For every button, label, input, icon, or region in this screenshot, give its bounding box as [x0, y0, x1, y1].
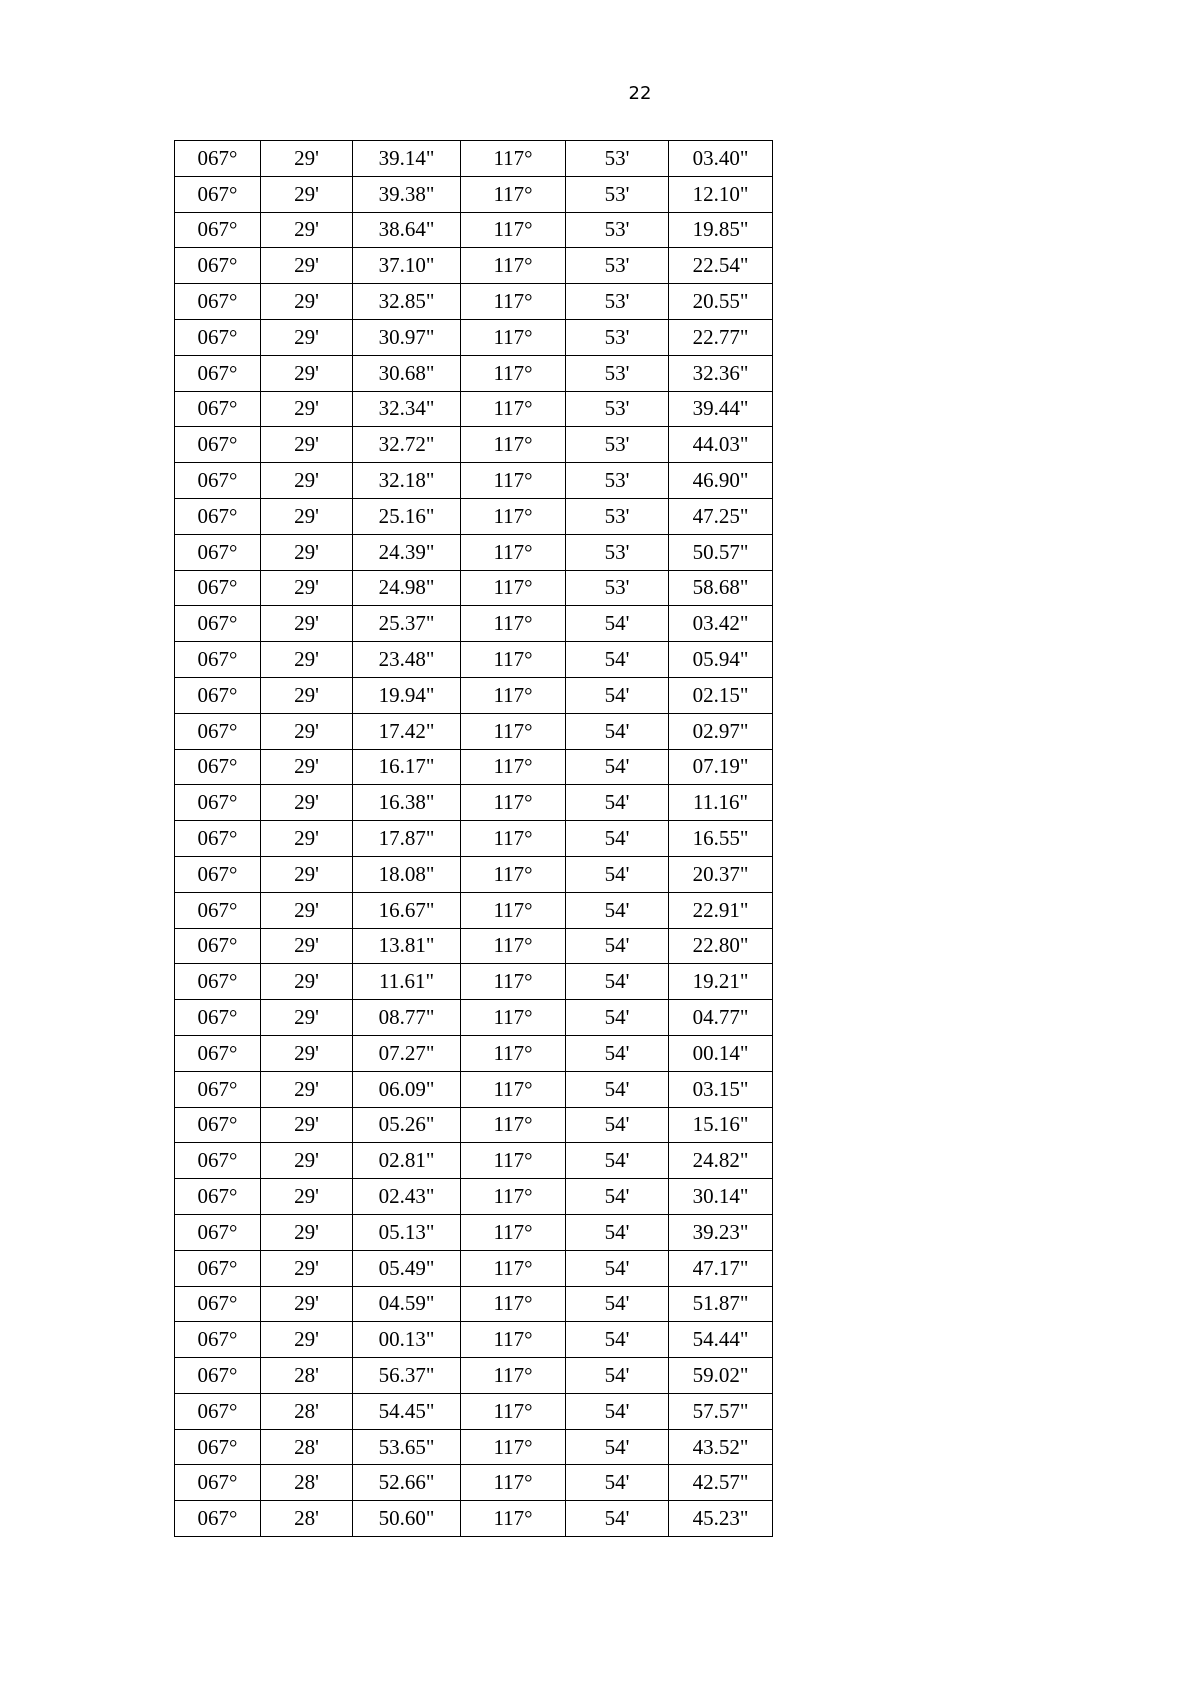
latitude-degrees-cell: 067° — [175, 892, 261, 928]
longitude-minutes-cell: 53' — [566, 463, 669, 499]
longitude-seconds-cell: 20.37" — [669, 856, 773, 892]
latitude-minutes-cell: 29' — [261, 570, 353, 606]
latitude-seconds-cell: 50.60" — [353, 1501, 461, 1537]
longitude-seconds-cell: 58.68" — [669, 570, 773, 606]
longitude-minutes-cell: 54' — [566, 1286, 669, 1322]
table-row — [175, 1179, 773, 1215]
longitude-minutes-cell: 54' — [566, 785, 669, 821]
page-number: 22 — [628, 83, 652, 104]
latitude-seconds-cell: 02.43" — [353, 1179, 461, 1215]
longitude-seconds-cell: 47.25" — [669, 498, 773, 534]
longitude-degrees-cell: 117° — [461, 319, 566, 355]
latitude-degrees-cell: 067° — [175, 212, 261, 248]
latitude-degrees-cell: 067° — [175, 248, 261, 284]
latitude-degrees-cell: 067° — [175, 498, 261, 534]
longitude-seconds-cell: 39.23" — [669, 1214, 773, 1250]
longitude-degrees-cell: 117° — [461, 248, 566, 284]
latitude-minutes-cell: 29' — [261, 1250, 353, 1286]
longitude-minutes-cell: 54' — [566, 1465, 669, 1501]
longitude-seconds-cell: 47.17" — [669, 1250, 773, 1286]
latitude-seconds-cell: 25.37" — [353, 606, 461, 642]
latitude-seconds-cell: 39.14" — [353, 141, 461, 177]
latitude-minutes-cell: 29' — [261, 892, 353, 928]
table-row — [175, 1143, 773, 1179]
latitude-degrees-cell: 067° — [175, 785, 261, 821]
longitude-minutes-cell: 54' — [566, 1035, 669, 1071]
table-row — [175, 856, 773, 892]
longitude-seconds-cell: 50.57" — [669, 534, 773, 570]
longitude-degrees-cell: 117° — [461, 176, 566, 212]
latitude-degrees-cell: 067° — [175, 642, 261, 678]
latitude-seconds-cell: 16.17" — [353, 749, 461, 785]
longitude-minutes-cell: 54' — [566, 1000, 669, 1036]
table-row — [175, 570, 773, 606]
latitude-degrees-cell: 067° — [175, 1107, 261, 1143]
longitude-minutes-cell: 53' — [566, 391, 669, 427]
longitude-degrees-cell: 117° — [461, 498, 566, 534]
latitude-minutes-cell: 29' — [261, 928, 353, 964]
table-row — [175, 821, 773, 857]
longitude-seconds-cell: 19.85" — [669, 212, 773, 248]
longitude-minutes-cell: 54' — [566, 1107, 669, 1143]
longitude-minutes-cell: 54' — [566, 606, 669, 642]
longitude-degrees-cell: 117° — [461, 1465, 566, 1501]
latitude-minutes-cell: 29' — [261, 713, 353, 749]
latitude-degrees-cell: 067° — [175, 749, 261, 785]
longitude-degrees-cell: 117° — [461, 1250, 566, 1286]
longitude-degrees-cell: 117° — [461, 785, 566, 821]
longitude-minutes-cell: 53' — [566, 141, 669, 177]
latitude-seconds-cell: 54.45" — [353, 1393, 461, 1429]
latitude-minutes-cell: 29' — [261, 463, 353, 499]
table-row — [175, 141, 773, 177]
latitude-seconds-cell: 19.94" — [353, 677, 461, 713]
latitude-seconds-cell: 23.48" — [353, 642, 461, 678]
latitude-degrees-cell: 067° — [175, 391, 261, 427]
latitude-degrees-cell: 067° — [175, 1322, 261, 1358]
latitude-minutes-cell: 29' — [261, 749, 353, 785]
table-row — [175, 427, 773, 463]
latitude-minutes-cell: 29' — [261, 642, 353, 678]
latitude-seconds-cell: 07.27" — [353, 1035, 461, 1071]
latitude-seconds-cell: 16.38" — [353, 785, 461, 821]
longitude-seconds-cell: 04.77" — [669, 1000, 773, 1036]
latitude-seconds-cell: 38.64" — [353, 212, 461, 248]
longitude-degrees-cell: 117° — [461, 821, 566, 857]
latitude-degrees-cell: 067° — [175, 1286, 261, 1322]
table-row — [175, 964, 773, 1000]
longitude-degrees-cell: 117° — [461, 463, 566, 499]
latitude-degrees-cell: 067° — [175, 1393, 261, 1429]
table-row — [175, 176, 773, 212]
longitude-degrees-cell: 117° — [461, 928, 566, 964]
latitude-seconds-cell: 30.97" — [353, 319, 461, 355]
longitude-seconds-cell: 22.91" — [669, 892, 773, 928]
table-row — [175, 391, 773, 427]
longitude-seconds-cell: 42.57" — [669, 1465, 773, 1501]
table-row — [175, 749, 773, 785]
latitude-seconds-cell: 00.13" — [353, 1322, 461, 1358]
latitude-seconds-cell: 05.26" — [353, 1107, 461, 1143]
latitude-minutes-cell: 29' — [261, 1071, 353, 1107]
latitude-minutes-cell: 29' — [261, 964, 353, 1000]
latitude-degrees-cell: 067° — [175, 677, 261, 713]
table-row — [175, 1214, 773, 1250]
latitude-minutes-cell: 28' — [261, 1429, 353, 1465]
table-row — [175, 1322, 773, 1358]
latitude-minutes-cell: 28' — [261, 1465, 353, 1501]
latitude-minutes-cell: 29' — [261, 248, 353, 284]
latitude-minutes-cell: 29' — [261, 1214, 353, 1250]
latitude-seconds-cell: 24.98" — [353, 570, 461, 606]
longitude-degrees-cell: 117° — [461, 1071, 566, 1107]
latitude-degrees-cell: 067° — [175, 1035, 261, 1071]
latitude-seconds-cell: 17.87" — [353, 821, 461, 857]
longitude-degrees-cell: 117° — [461, 1393, 566, 1429]
longitude-minutes-cell: 54' — [566, 1071, 669, 1107]
latitude-minutes-cell: 29' — [261, 856, 353, 892]
table-row — [175, 1107, 773, 1143]
latitude-minutes-cell: 29' — [261, 1143, 353, 1179]
longitude-degrees-cell: 117° — [461, 1286, 566, 1322]
latitude-degrees-cell: 067° — [175, 1071, 261, 1107]
latitude-minutes-cell: 28' — [261, 1393, 353, 1429]
longitude-minutes-cell: 53' — [566, 176, 669, 212]
latitude-minutes-cell: 29' — [261, 821, 353, 857]
longitude-seconds-cell: 54.44" — [669, 1322, 773, 1358]
longitude-minutes-cell: 54' — [566, 1429, 669, 1465]
longitude-minutes-cell: 53' — [566, 212, 669, 248]
longitude-seconds-cell: 05.94" — [669, 642, 773, 678]
longitude-seconds-cell: 22.80" — [669, 928, 773, 964]
latitude-degrees-cell: 067° — [175, 1000, 261, 1036]
longitude-seconds-cell: 07.19" — [669, 749, 773, 785]
longitude-minutes-cell: 54' — [566, 677, 669, 713]
table-row — [175, 498, 773, 534]
longitude-minutes-cell: 54' — [566, 1393, 669, 1429]
longitude-seconds-cell: 22.77" — [669, 319, 773, 355]
table-row — [175, 284, 773, 320]
longitude-seconds-cell: 02.97" — [669, 713, 773, 749]
longitude-minutes-cell: 54' — [566, 1501, 669, 1537]
latitude-seconds-cell: 52.66" — [353, 1465, 461, 1501]
latitude-minutes-cell: 29' — [261, 427, 353, 463]
latitude-seconds-cell: 25.16" — [353, 498, 461, 534]
longitude-degrees-cell: 117° — [461, 749, 566, 785]
longitude-minutes-cell: 54' — [566, 1214, 669, 1250]
longitude-minutes-cell: 53' — [566, 248, 669, 284]
latitude-minutes-cell: 29' — [261, 391, 353, 427]
table-row — [175, 463, 773, 499]
latitude-degrees-cell: 067° — [175, 1143, 261, 1179]
latitude-seconds-cell: 02.81" — [353, 1143, 461, 1179]
latitude-degrees-cell: 067° — [175, 355, 261, 391]
longitude-seconds-cell: 30.14" — [669, 1179, 773, 1215]
latitude-degrees-cell: 067° — [175, 713, 261, 749]
latitude-minutes-cell: 29' — [261, 677, 353, 713]
longitude-seconds-cell: 32.36" — [669, 355, 773, 391]
longitude-seconds-cell: 02.15" — [669, 677, 773, 713]
table-row — [175, 1250, 773, 1286]
longitude-minutes-cell: 54' — [566, 856, 669, 892]
latitude-degrees-cell: 067° — [175, 427, 261, 463]
latitude-minutes-cell: 29' — [261, 1107, 353, 1143]
longitude-degrees-cell: 117° — [461, 1358, 566, 1394]
table-row — [175, 892, 773, 928]
latitude-seconds-cell: 32.18" — [353, 463, 461, 499]
latitude-seconds-cell: 39.38" — [353, 176, 461, 212]
latitude-degrees-cell: 067° — [175, 1358, 261, 1394]
longitude-degrees-cell: 117° — [461, 1000, 566, 1036]
longitude-minutes-cell: 53' — [566, 355, 669, 391]
longitude-degrees-cell: 117° — [461, 964, 566, 1000]
longitude-seconds-cell: 51.87" — [669, 1286, 773, 1322]
longitude-degrees-cell: 117° — [461, 1214, 566, 1250]
latitude-degrees-cell: 067° — [175, 821, 261, 857]
table-row — [175, 1465, 773, 1501]
latitude-degrees-cell: 067° — [175, 1214, 261, 1250]
latitude-seconds-cell: 16.67" — [353, 892, 461, 928]
table-row — [175, 534, 773, 570]
longitude-degrees-cell: 117° — [461, 1035, 566, 1071]
latitude-minutes-cell: 29' — [261, 141, 353, 177]
longitude-seconds-cell: 44.03" — [669, 427, 773, 463]
longitude-degrees-cell: 117° — [461, 856, 566, 892]
longitude-degrees-cell: 117° — [461, 677, 566, 713]
longitude-degrees-cell: 117° — [461, 1179, 566, 1215]
latitude-minutes-cell: 29' — [261, 319, 353, 355]
latitude-seconds-cell: 32.34" — [353, 391, 461, 427]
latitude-degrees-cell: 067° — [175, 1429, 261, 1465]
latitude-minutes-cell: 29' — [261, 785, 353, 821]
table-row — [175, 1071, 773, 1107]
longitude-seconds-cell: 15.16" — [669, 1107, 773, 1143]
latitude-seconds-cell: 08.77" — [353, 1000, 461, 1036]
latitude-degrees-cell: 067° — [175, 1465, 261, 1501]
longitude-minutes-cell: 54' — [566, 892, 669, 928]
latitude-minutes-cell: 28' — [261, 1501, 353, 1537]
longitude-minutes-cell: 53' — [566, 427, 669, 463]
table-row — [175, 1501, 773, 1537]
latitude-seconds-cell: 05.13" — [353, 1214, 461, 1250]
table-row — [175, 212, 773, 248]
latitude-seconds-cell: 32.85" — [353, 284, 461, 320]
longitude-minutes-cell: 54' — [566, 1143, 669, 1179]
longitude-minutes-cell: 53' — [566, 284, 669, 320]
latitude-seconds-cell: 37.10" — [353, 248, 461, 284]
longitude-minutes-cell: 54' — [566, 749, 669, 785]
longitude-degrees-cell: 117° — [461, 427, 566, 463]
latitude-minutes-cell: 29' — [261, 534, 353, 570]
longitude-degrees-cell: 117° — [461, 713, 566, 749]
longitude-seconds-cell: 20.55" — [669, 284, 773, 320]
latitude-degrees-cell: 067° — [175, 319, 261, 355]
longitude-degrees-cell: 117° — [461, 570, 566, 606]
latitude-minutes-cell: 29' — [261, 606, 353, 642]
longitude-seconds-cell: 00.14" — [669, 1035, 773, 1071]
table-row — [175, 1429, 773, 1465]
table-row — [175, 928, 773, 964]
table-row — [175, 1358, 773, 1394]
latitude-seconds-cell: 53.65" — [353, 1429, 461, 1465]
latitude-degrees-cell: 067° — [175, 964, 261, 1000]
latitude-degrees-cell: 067° — [175, 176, 261, 212]
latitude-seconds-cell: 30.68" — [353, 355, 461, 391]
longitude-seconds-cell: 39.44" — [669, 391, 773, 427]
latitude-minutes-cell: 29' — [261, 176, 353, 212]
latitude-seconds-cell: 18.08" — [353, 856, 461, 892]
longitude-degrees-cell: 117° — [461, 1107, 566, 1143]
latitude-degrees-cell: 067° — [175, 1250, 261, 1286]
latitude-degrees-cell: 067° — [175, 284, 261, 320]
latitude-seconds-cell: 32.72" — [353, 427, 461, 463]
latitude-minutes-cell: 29' — [261, 284, 353, 320]
table-row — [175, 319, 773, 355]
table-row — [175, 355, 773, 391]
coordinates-table — [174, 140, 773, 1537]
latitude-seconds-cell: 11.61" — [353, 964, 461, 1000]
longitude-minutes-cell: 53' — [566, 570, 669, 606]
longitude-seconds-cell: 43.52" — [669, 1429, 773, 1465]
table-row — [175, 677, 773, 713]
table-row — [175, 642, 773, 678]
latitude-seconds-cell: 17.42" — [353, 713, 461, 749]
latitude-degrees-cell: 067° — [175, 463, 261, 499]
latitude-minutes-cell: 29' — [261, 1035, 353, 1071]
longitude-minutes-cell: 53' — [566, 498, 669, 534]
longitude-seconds-cell: 59.02" — [669, 1358, 773, 1394]
longitude-minutes-cell: 54' — [566, 713, 669, 749]
longitude-minutes-cell: 54' — [566, 964, 669, 1000]
longitude-seconds-cell: 03.42" — [669, 606, 773, 642]
latitude-degrees-cell: 067° — [175, 141, 261, 177]
latitude-minutes-cell: 29' — [261, 1286, 353, 1322]
longitude-minutes-cell: 54' — [566, 1322, 669, 1358]
latitude-seconds-cell: 06.09" — [353, 1071, 461, 1107]
latitude-minutes-cell: 29' — [261, 1179, 353, 1215]
table-row — [175, 1286, 773, 1322]
longitude-minutes-cell: 54' — [566, 1358, 669, 1394]
coordinates-table-body — [175, 141, 773, 1537]
latitude-degrees-cell: 067° — [175, 1179, 261, 1215]
longitude-minutes-cell: 54' — [566, 928, 669, 964]
longitude-minutes-cell: 53' — [566, 534, 669, 570]
longitude-seconds-cell: 03.40" — [669, 141, 773, 177]
longitude-seconds-cell: 12.10" — [669, 176, 773, 212]
latitude-seconds-cell: 56.37" — [353, 1358, 461, 1394]
latitude-seconds-cell: 24.39" — [353, 534, 461, 570]
longitude-degrees-cell: 117° — [461, 141, 566, 177]
latitude-seconds-cell: 05.49" — [353, 1250, 461, 1286]
longitude-degrees-cell: 117° — [461, 355, 566, 391]
latitude-seconds-cell: 04.59" — [353, 1286, 461, 1322]
longitude-seconds-cell: 22.54" — [669, 248, 773, 284]
longitude-seconds-cell: 16.55" — [669, 821, 773, 857]
latitude-minutes-cell: 29' — [261, 498, 353, 534]
table-row — [175, 785, 773, 821]
longitude-minutes-cell: 54' — [566, 1179, 669, 1215]
latitude-degrees-cell: 067° — [175, 534, 261, 570]
table-row — [175, 248, 773, 284]
longitude-degrees-cell: 117° — [461, 1429, 566, 1465]
longitude-seconds-cell: 03.15" — [669, 1071, 773, 1107]
table-row — [175, 1393, 773, 1429]
longitude-seconds-cell: 46.90" — [669, 463, 773, 499]
longitude-seconds-cell: 45.23" — [669, 1501, 773, 1537]
longitude-degrees-cell: 117° — [461, 391, 566, 427]
latitude-degrees-cell: 067° — [175, 570, 261, 606]
latitude-minutes-cell: 29' — [261, 1322, 353, 1358]
latitude-minutes-cell: 29' — [261, 1000, 353, 1036]
longitude-degrees-cell: 117° — [461, 892, 566, 928]
longitude-degrees-cell: 117° — [461, 212, 566, 248]
table-row — [175, 1035, 773, 1071]
longitude-degrees-cell: 117° — [461, 1322, 566, 1358]
longitude-minutes-cell: 53' — [566, 319, 669, 355]
longitude-seconds-cell: 24.82" — [669, 1143, 773, 1179]
longitude-seconds-cell: 19.21" — [669, 964, 773, 1000]
longitude-degrees-cell: 117° — [461, 1501, 566, 1537]
longitude-degrees-cell: 117° — [461, 284, 566, 320]
latitude-degrees-cell: 067° — [175, 1501, 261, 1537]
table-row — [175, 713, 773, 749]
longitude-seconds-cell: 11.16" — [669, 785, 773, 821]
longitude-seconds-cell: 57.57" — [669, 1393, 773, 1429]
longitude-minutes-cell: 54' — [566, 642, 669, 678]
latitude-degrees-cell: 067° — [175, 606, 261, 642]
latitude-seconds-cell: 13.81" — [353, 928, 461, 964]
longitude-minutes-cell: 54' — [566, 1250, 669, 1286]
latitude-degrees-cell: 067° — [175, 928, 261, 964]
latitude-minutes-cell: 29' — [261, 355, 353, 391]
longitude-degrees-cell: 117° — [461, 1143, 566, 1179]
latitude-minutes-cell: 29' — [261, 212, 353, 248]
longitude-degrees-cell: 117° — [461, 534, 566, 570]
latitude-minutes-cell: 28' — [261, 1358, 353, 1394]
longitude-minutes-cell: 54' — [566, 821, 669, 857]
longitude-degrees-cell: 117° — [461, 642, 566, 678]
table-row — [175, 1000, 773, 1036]
latitude-degrees-cell: 067° — [175, 856, 261, 892]
table-row — [175, 606, 773, 642]
longitude-degrees-cell: 117° — [461, 606, 566, 642]
